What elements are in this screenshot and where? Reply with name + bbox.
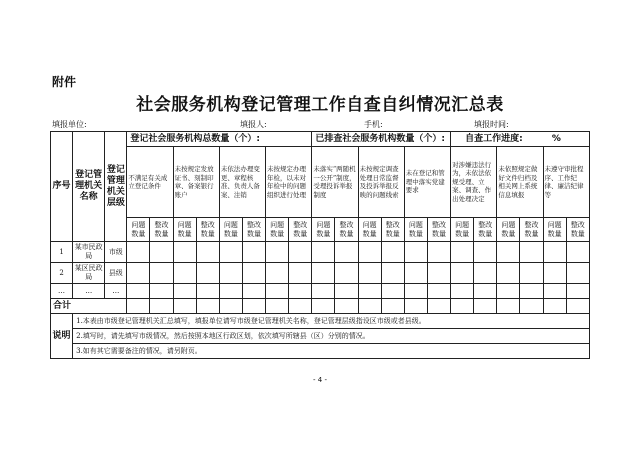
- table-cell: [451, 263, 474, 284]
- table-cell: [266, 263, 289, 284]
- issues-count-header: 问题数量: [543, 218, 566, 242]
- authority-level-header: 登记管理机关层级: [105, 132, 127, 242]
- table-cell: [242, 299, 265, 314]
- table-cell: [196, 242, 219, 263]
- notes-label: 说明: [51, 314, 73, 359]
- rectified-count-header: 整改数量: [474, 218, 497, 242]
- table-cell: [335, 299, 358, 314]
- table-cell: [427, 263, 450, 284]
- table-cell: [404, 284, 427, 299]
- table-cell: [150, 263, 173, 284]
- table-cell: [543, 284, 566, 299]
- registered-count-header: 登记社会服务机构总数量（个）:: [127, 132, 312, 147]
- table-cell: [150, 299, 173, 314]
- table-cell: [404, 299, 427, 314]
- checked-count-header: 已排查社会服务机构数量（个）:: [312, 132, 451, 147]
- total-row: [51, 299, 590, 314]
- table-cell: [196, 263, 219, 284]
- table-cell: [335, 242, 358, 263]
- category-1: 不满足有关成立登记条件: [127, 147, 173, 218]
- table-cell: [219, 242, 242, 263]
- table-cell: [312, 242, 335, 263]
- date-label: 填报时间:: [474, 120, 509, 129]
- rectified-count-header: 整改数量: [196, 218, 219, 242]
- page-number: - 4 -: [313, 376, 327, 384]
- row-authority-level: 县级: [105, 263, 127, 284]
- table-cell: [566, 242, 589, 263]
- table-cell: [173, 284, 196, 299]
- issues-count-header: 问题数量: [127, 218, 150, 242]
- table-cell: [381, 299, 404, 314]
- table-cell: [289, 242, 312, 263]
- table-cell: [520, 299, 543, 314]
- table-cell: [520, 263, 543, 284]
- rectified-count-header: 整改数量: [427, 218, 450, 242]
- filler-label: 填报人:: [240, 120, 267, 129]
- rectified-count-header: 整改数量: [566, 218, 589, 242]
- rectified-count-header: 整改数量: [242, 218, 265, 242]
- table-cell: [358, 299, 381, 314]
- row-authority-name: …: [73, 284, 105, 299]
- table-cell: [242, 242, 265, 263]
- table-cell: [381, 263, 404, 284]
- category-3: 未依法办理变更、章程核准、负责人备案、注销: [219, 147, 265, 218]
- table-cell: [266, 242, 289, 263]
- table-cell: [404, 242, 427, 263]
- table-cell: [427, 284, 450, 299]
- percent-sign: %: [551, 133, 561, 144]
- progress-label: 自查工作进度:: [465, 133, 523, 144]
- table-cell: [404, 263, 427, 284]
- category-5: 未落实“两随机一公开”制度，受理投诉举报制度: [312, 147, 358, 218]
- info-line: [52, 119, 588, 131]
- table-cell: [474, 263, 497, 284]
- table-cell: [474, 284, 497, 299]
- issues-count-header: 问题数量: [497, 218, 520, 242]
- row-authority-name: 某区民政局: [73, 263, 105, 284]
- rectified-count-header: 整改数量: [289, 218, 312, 242]
- table-cell: [381, 242, 404, 263]
- total-label: 合计: [51, 299, 127, 314]
- table-row: [51, 284, 590, 299]
- table-cell: [127, 242, 150, 263]
- rectified-count-header: 整改数量: [150, 218, 173, 242]
- category-2: 未按规定发放证书、刻制印章、备案银行账户: [173, 147, 219, 218]
- table-row: [51, 242, 590, 263]
- page-title: 社会服务机构登记管理工作自查自纠情况汇总表: [136, 95, 504, 115]
- table-cell: [127, 284, 150, 299]
- table-cell: [566, 284, 589, 299]
- table-cell: [335, 284, 358, 299]
- table-cell: [289, 299, 312, 314]
- table-cell: [520, 284, 543, 299]
- table-cell: [451, 299, 474, 314]
- table-cell: [427, 299, 450, 314]
- table-cell: [242, 284, 265, 299]
- row-authority-level: …: [105, 284, 127, 299]
- table-cell: [451, 242, 474, 263]
- row-seq: 1: [51, 242, 73, 263]
- category-8: 对涉嫌违法行为，未依法依规受理、立案、调查、作出处理决定: [451, 147, 497, 218]
- table-cell: [335, 263, 358, 284]
- table-cell: [543, 299, 566, 314]
- table-cell: [312, 284, 335, 299]
- row-authority-level: 市级: [105, 242, 127, 263]
- table-cell: [427, 242, 450, 263]
- table-cell: [497, 242, 520, 263]
- note-1: 1.本表由市级登记管理机关汇总填写，填报单位请写市级登记管理机关名称，登记管理层级指设区市级或者县级。: [73, 314, 590, 329]
- category-6: 未按规定调查处理日常监督及投诉举报反映的问题线索: [358, 147, 404, 218]
- issues-count-header: 问题数量: [358, 218, 381, 242]
- row-authority-name: 某市民政局: [73, 242, 105, 263]
- row-seq: …: [51, 284, 73, 299]
- table-cell: [219, 299, 242, 314]
- table-cell: [173, 299, 196, 314]
- table-cell: [497, 299, 520, 314]
- table-cell: [266, 299, 289, 314]
- table-cell: [566, 299, 589, 314]
- table-cell: [497, 263, 520, 284]
- table-cell: [242, 263, 265, 284]
- authority-name-header: 登记管理机关名称: [73, 132, 105, 242]
- note-2: 2.填写时，请先填写市级情况，然后按照本地区行政区划，依次填写所辖县（区）分别的情况。: [73, 329, 590, 344]
- table-cell: [127, 263, 150, 284]
- table-cell: [127, 299, 150, 314]
- table-cell: [219, 284, 242, 299]
- table-cell: [173, 242, 196, 263]
- issues-count-header: 问题数量: [266, 218, 289, 242]
- issues-count-header: 问题数量: [312, 218, 335, 242]
- rectified-count-header: 整改数量: [335, 218, 358, 242]
- table-cell: [358, 284, 381, 299]
- table-cell: [451, 284, 474, 299]
- category-7: 未在登记和管理中落实党建要求: [404, 147, 450, 218]
- rectified-count-header: 整改数量: [520, 218, 543, 242]
- attachment-label: 附件: [52, 75, 77, 89]
- table-cell: [566, 263, 589, 284]
- phone-label: 手机:: [364, 120, 383, 129]
- table-cell: [312, 299, 335, 314]
- seq-header: 序号: [51, 132, 73, 242]
- row-seq: 2: [51, 263, 73, 284]
- table-cell: [474, 299, 497, 314]
- table-cell: [150, 284, 173, 299]
- issues-count-header: 问题数量: [404, 218, 427, 242]
- table-cell: [289, 263, 312, 284]
- issues-count-header: 问题数量: [173, 218, 196, 242]
- issues-count-header: 问题数量: [219, 218, 242, 242]
- table-cell: [520, 242, 543, 263]
- table-cell: [358, 263, 381, 284]
- table-cell: [150, 242, 173, 263]
- table-row: [51, 263, 590, 284]
- table-cell: [289, 284, 312, 299]
- table-cell: [173, 263, 196, 284]
- rectified-count-header: 整改数量: [381, 218, 404, 242]
- filler-unit-label: 填报单位:: [52, 120, 87, 129]
- note-3: 3.如有其它需要备注的情况，请另附页。: [73, 344, 590, 359]
- table-cell: [266, 284, 289, 299]
- table-cell: [196, 284, 219, 299]
- table-cell: [358, 242, 381, 263]
- category-10: 未遵守审批程序、工作纪律、廉洁纪律等: [543, 147, 589, 218]
- category-9: 未依照规定做好文件归档及相关网上系统信息填报: [497, 147, 543, 218]
- table-cell: [381, 284, 404, 299]
- table-cell: [543, 242, 566, 263]
- table-cell: [219, 263, 242, 284]
- table-cell: [497, 284, 520, 299]
- table-cell: [196, 299, 219, 314]
- table-cell: [312, 263, 335, 284]
- progress-header: [451, 132, 590, 147]
- summary-table: [50, 131, 590, 359]
- category-4: 未按规定办理年检，以未对年检中的问题组织进行处理: [266, 147, 312, 218]
- table-cell: [543, 263, 566, 284]
- issues-count-header: 问题数量: [451, 218, 474, 242]
- table-cell: [474, 242, 497, 263]
